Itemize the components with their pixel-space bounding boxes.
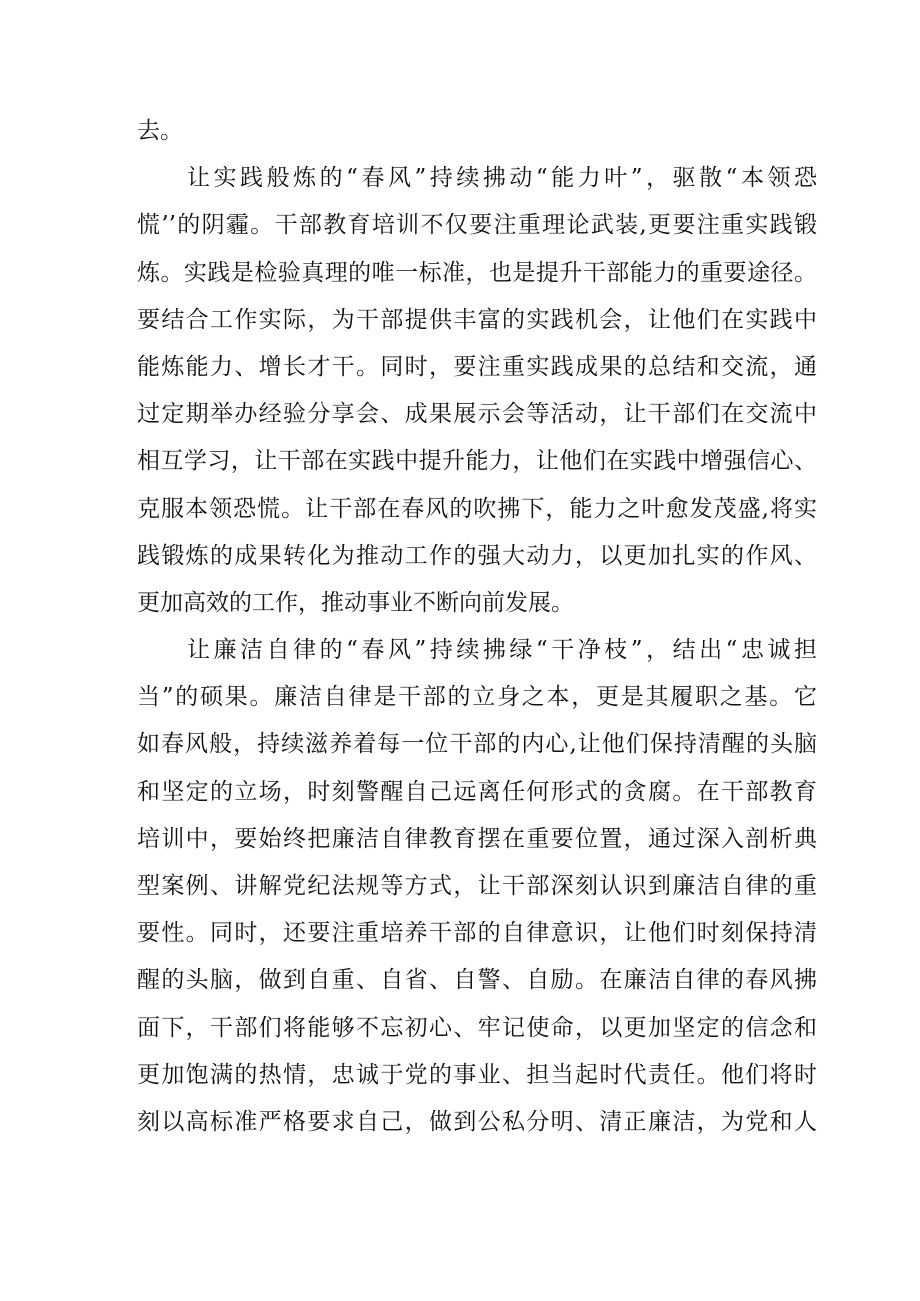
text-line: 去。 bbox=[137, 118, 183, 144]
text-line: 更加饱满的热情，忠诚于党的事业、担当起时代责任。他们将时 bbox=[137, 1061, 817, 1088]
text-line: 醒的头脑，做到自重、自省、自警、自励。在廉洁自律的春风拂 bbox=[137, 967, 817, 994]
text-line: 能炼能力、增长才干。同时，要注重实践成果的总结和交流，通 bbox=[137, 353, 817, 380]
text-line: 当”的硕果。廉洁自律是干部的立身之本，更是其履职之基。它 bbox=[137, 684, 817, 711]
text-line: 培训中，要始终把廉洁自律教育摆在重要位置，通过深入剖析典 bbox=[137, 825, 817, 852]
text-line: 和坚定的立场，时刻警醒自己远离任何形式的贪腐。在干部教育 bbox=[137, 778, 817, 805]
paragraph-start-line: 让廉洁自律的“春风”持续拂绿“干净枝”，结出“忠诚担 bbox=[187, 637, 817, 664]
text-line: 要性。同时，还要注重培养干部的自律意识，让他们时刻保持清 bbox=[137, 920, 817, 947]
text-line: 过定期举办经验分享会、成果展示会等活动，让干部们在交流中 bbox=[137, 401, 817, 428]
paragraph-start-line: 让实践般炼的“春风”持续拂动“能力叶”，驱散“本领恐 bbox=[187, 165, 817, 192]
text-line: 刻以高标准严格要求自己，做到公私分明、清正廉洁，为党和人 bbox=[137, 1108, 817, 1135]
text-line: 践锻炼的成果转化为推动工作的强大动力，以更加扎实的作风、 bbox=[137, 542, 817, 569]
text-line: 慌’’的阴霾。干部教育培训不仅要注重理论武装,更要注重实践锻 bbox=[137, 212, 817, 239]
text-line: 面下，干部们将能够不忘初心、牢记使命，以更加坚定的信念和 bbox=[137, 1014, 817, 1041]
text-line: 炼。实践是检验真理的唯一标准，也是提升干部能力的重要途径。 bbox=[137, 259, 817, 286]
paragraph-end-line: 更加高效的工作，推动事业不断向前发展。 bbox=[137, 589, 574, 616]
text-line: 型案例、讲解党纪法规等方式，让干部深刻认识到廉洁自律的重 bbox=[137, 873, 817, 899]
text-line: 如春风般，持续滋养着每一位干部的内心,让他们保持清醒的头脑 bbox=[137, 731, 817, 758]
text-line: 克服本领恐慌。让干部在春风的吹拂下，能力之叶愈发茂盛,将实 bbox=[137, 495, 817, 522]
text-line: 要结合工作实际，为干部提供丰富的实践机会，让他们在实践中 bbox=[137, 306, 817, 333]
text-line: 相互学习，让干部在实践中提升能力，让他们在实践中增强信心、 bbox=[137, 448, 817, 475]
body-text bbox=[137, 108, 817, 1146]
